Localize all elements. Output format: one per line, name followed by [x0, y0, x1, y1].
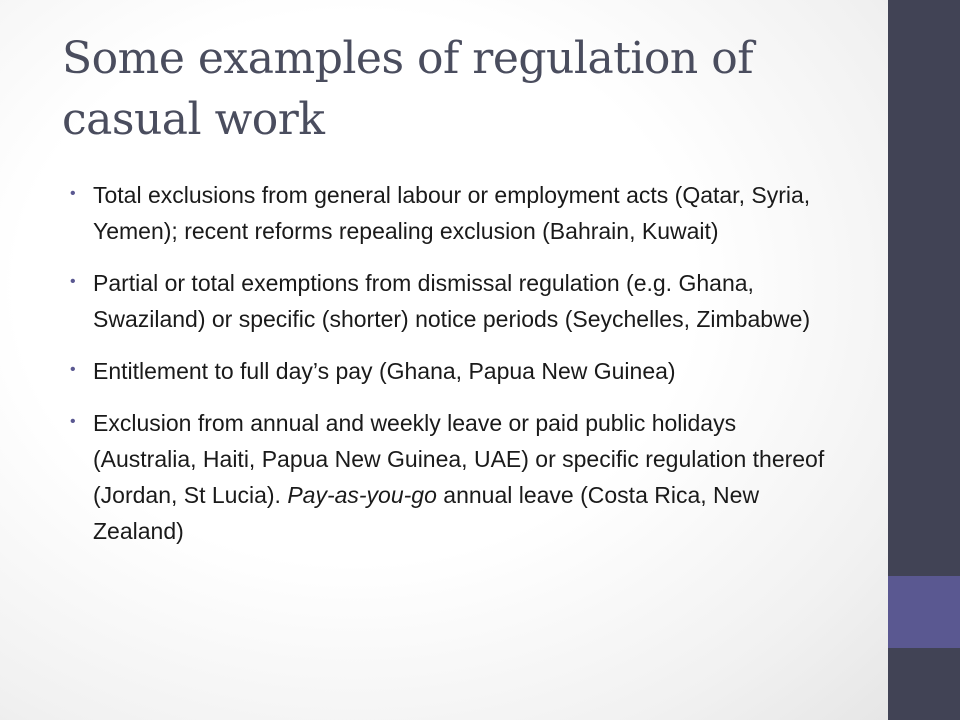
bullet-text: Entitlement to full day’s pay (Ghana, Papua New Guinea) [93, 358, 676, 384]
sidebar-accent-block [888, 576, 960, 648]
bullet-item [70, 265, 840, 337]
bullet-list [70, 177, 840, 565]
bullet-dot-icon: • [70, 413, 76, 430]
bullet-text: annual leave (Costa Rica, New Zealand) [93, 482, 760, 544]
bullet-item [70, 405, 840, 549]
bullet-text: Exclusion from annual and weekly leave or paid public holidays (Australia, Haiti, Papua New Guinea, UAE) or specific regulation thereof (Jordan, St Lucia). [93, 410, 825, 508]
bullet-item [70, 177, 840, 249]
bullet-dot-icon: • [70, 361, 76, 378]
bullet-dot-icon: • [70, 185, 76, 202]
bullet-dot-icon: • [70, 273, 76, 290]
slide-title: Some examples of regulation of casual work [62, 33, 754, 145]
bullet-italic-text: Pay-as-you-go [287, 482, 437, 508]
bullet-item [70, 353, 840, 389]
bullet-text: Total exclusions from general labour or employment acts (Qatar, Syria, Yemen); recent reforms repealing exclusion (Bahrain, Kuwait) [93, 182, 811, 244]
bullet-text: Partial or total exemptions from dismissal regulation (e.g. Ghana, Swaziland) or specific (shorter) notice periods (Seychelles, Zimbabwe) [93, 270, 811, 332]
